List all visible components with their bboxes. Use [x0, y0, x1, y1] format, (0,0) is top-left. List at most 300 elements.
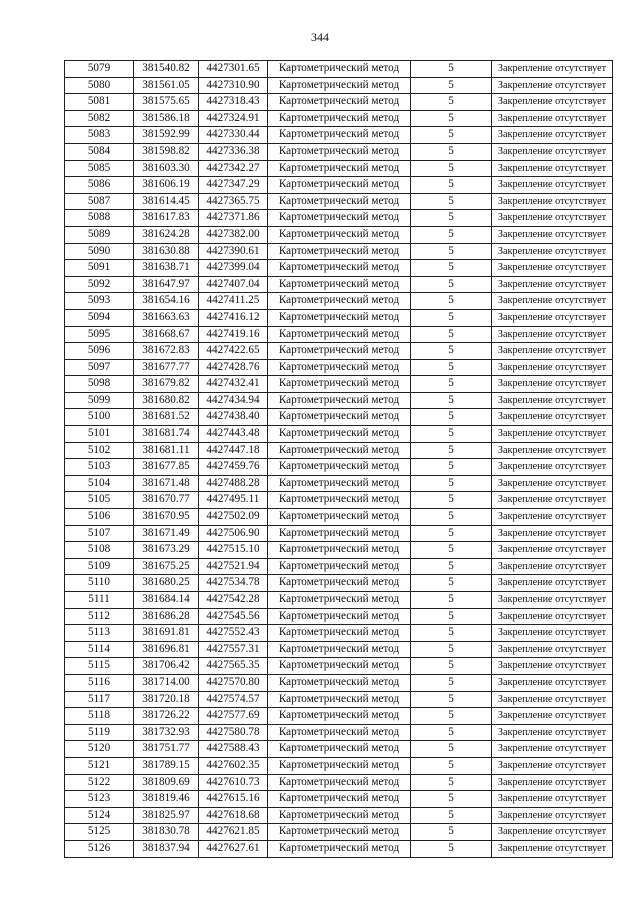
- table-row: [65, 260, 613, 277]
- point-number-cell: 5108: [65, 542, 134, 559]
- y-coordinate-cell: 4427434.94: [199, 392, 268, 409]
- fixing-cell: Закрепление отсутствует: [492, 177, 613, 194]
- x-coordinate-cell: 381789.15: [134, 757, 199, 774]
- table-row: [65, 724, 613, 741]
- table-row: [65, 509, 613, 526]
- method-cell: Картометрический метод: [268, 575, 411, 592]
- y-coordinate-cell: 4427318.43: [199, 94, 268, 111]
- y-coordinate-cell: 4427570.80: [199, 674, 268, 691]
- y-coordinate-cell: 4427588.43: [199, 741, 268, 758]
- x-coordinate-cell: 381825.97: [134, 807, 199, 824]
- point-number-cell: 5092: [65, 276, 134, 293]
- point-number-cell: 5106: [65, 509, 134, 526]
- y-coordinate-cell: 4427502.09: [199, 509, 268, 526]
- fixing-cell: Закрепление отсутствует: [492, 509, 613, 526]
- accuracy-cell: 5: [411, 558, 492, 575]
- method-cell: Картометрический метод: [268, 177, 411, 194]
- table-row: [65, 392, 613, 409]
- method-cell: Картометрический метод: [268, 658, 411, 675]
- point-number-cell: 5099: [65, 392, 134, 409]
- fixing-cell: Закрепление отсутствует: [492, 724, 613, 741]
- point-number-cell: 5115: [65, 658, 134, 675]
- point-number-cell: 5095: [65, 326, 134, 343]
- accuracy-cell: 5: [411, 392, 492, 409]
- x-coordinate-cell: 381680.82: [134, 392, 199, 409]
- fixing-cell: Закрепление отсутствует: [492, 741, 613, 758]
- method-cell: Картометрический метод: [268, 77, 411, 94]
- point-number-cell: 5109: [65, 558, 134, 575]
- y-coordinate-cell: 4427521.94: [199, 558, 268, 575]
- point-number-cell: 5107: [65, 525, 134, 542]
- point-number-cell: 5123: [65, 791, 134, 808]
- x-coordinate-cell: 381675.25: [134, 558, 199, 575]
- point-number-cell: 5098: [65, 376, 134, 393]
- table-row: [65, 708, 613, 725]
- point-number-cell: 5084: [65, 143, 134, 160]
- y-coordinate-cell: 4427336.38: [199, 143, 268, 160]
- point-number-cell: 5081: [65, 94, 134, 111]
- point-number-cell: 5100: [65, 409, 134, 426]
- method-cell: Картометрический метод: [268, 160, 411, 177]
- point-number-cell: 5089: [65, 226, 134, 243]
- fixing-cell: Закрепление отсутствует: [492, 807, 613, 824]
- accuracy-cell: 5: [411, 608, 492, 625]
- point-number-cell: 5118: [65, 708, 134, 725]
- point-number-cell: 5116: [65, 674, 134, 691]
- fixing-cell: Закрепление отсутствует: [492, 110, 613, 127]
- point-number-cell: 5120: [65, 741, 134, 758]
- point-number-cell: 5105: [65, 492, 134, 509]
- x-coordinate-cell: 381677.85: [134, 459, 199, 476]
- table-row: [65, 359, 613, 376]
- accuracy-cell: 5: [411, 326, 492, 343]
- fixing-cell: Закрепление отсутствует: [492, 824, 613, 841]
- y-coordinate-cell: 4427515.10: [199, 542, 268, 559]
- fixing-cell: Закрепление отсутствует: [492, 691, 613, 708]
- point-number-cell: 5085: [65, 160, 134, 177]
- x-coordinate-cell: 381598.82: [134, 143, 199, 160]
- y-coordinate-cell: 4427447.18: [199, 442, 268, 459]
- x-coordinate-cell: 381671.49: [134, 525, 199, 542]
- x-coordinate-cell: 381677.77: [134, 359, 199, 376]
- table-row: [65, 326, 613, 343]
- y-coordinate-cell: 4427301.65: [199, 61, 268, 78]
- method-cell: Картометрический метод: [268, 442, 411, 459]
- table-row: [65, 542, 613, 559]
- fixing-cell: Закрепление отсутствует: [492, 492, 613, 509]
- table-row: [65, 691, 613, 708]
- table-row: [65, 160, 613, 177]
- y-coordinate-cell: 4427621.85: [199, 824, 268, 841]
- method-cell: Картометрический метод: [268, 210, 411, 227]
- point-number-cell: 5086: [65, 177, 134, 194]
- point-number-cell: 5112: [65, 608, 134, 625]
- method-cell: Картометрический метод: [268, 608, 411, 625]
- method-cell: Картометрический метод: [268, 708, 411, 725]
- method-cell: Картометрический метод: [268, 127, 411, 144]
- method-cell: Картометрический метод: [268, 558, 411, 575]
- table-row: [65, 625, 613, 642]
- method-cell: Картометрический метод: [268, 309, 411, 326]
- table-row: [65, 840, 613, 857]
- method-cell: Картометрический метод: [268, 110, 411, 127]
- x-coordinate-cell: 381679.82: [134, 376, 199, 393]
- fixing-cell: Закрепление отсутствует: [492, 459, 613, 476]
- x-coordinate-cell: 381691.81: [134, 625, 199, 642]
- table-row: [65, 442, 613, 459]
- point-number-cell: 5117: [65, 691, 134, 708]
- fixing-cell: Закрепление отсутствует: [492, 376, 613, 393]
- fixing-cell: Закрепление отсутствует: [492, 625, 613, 642]
- x-coordinate-cell: 381663.63: [134, 309, 199, 326]
- accuracy-cell: 5: [411, 459, 492, 476]
- y-coordinate-cell: 4427324.91: [199, 110, 268, 127]
- table-row: [65, 243, 613, 260]
- accuracy-cell: 5: [411, 475, 492, 492]
- accuracy-cell: 5: [411, 409, 492, 426]
- table-row: [65, 757, 613, 774]
- y-coordinate-cell: 4427330.44: [199, 127, 268, 144]
- accuracy-cell: 5: [411, 757, 492, 774]
- table-row: [65, 77, 613, 94]
- method-cell: Картометрический метод: [268, 492, 411, 509]
- fixing-cell: Закрепление отсутствует: [492, 409, 613, 426]
- x-coordinate-cell: 381819.46: [134, 791, 199, 808]
- point-number-cell: 5088: [65, 210, 134, 227]
- method-cell: Картометрический метод: [268, 376, 411, 393]
- accuracy-cell: 5: [411, 177, 492, 194]
- method-cell: Картометрический метод: [268, 326, 411, 343]
- table-row: [65, 426, 613, 443]
- x-coordinate-cell: 381624.28: [134, 226, 199, 243]
- fixing-cell: Закрепление отсутствует: [492, 77, 613, 94]
- table-row: [65, 658, 613, 675]
- fixing-cell: Закрепление отсутствует: [492, 260, 613, 277]
- method-cell: Картометрический метод: [268, 426, 411, 443]
- method-cell: Картометрический метод: [268, 260, 411, 277]
- method-cell: Картометрический метод: [268, 807, 411, 824]
- accuracy-cell: 5: [411, 143, 492, 160]
- y-coordinate-cell: 4427438.40: [199, 409, 268, 426]
- x-coordinate-cell: 381732.93: [134, 724, 199, 741]
- method-cell: Картометрический метод: [268, 359, 411, 376]
- table-row: [65, 807, 613, 824]
- accuracy-cell: 5: [411, 160, 492, 177]
- point-number-cell: 5079: [65, 61, 134, 78]
- fixing-cell: Закрепление отсутствует: [492, 840, 613, 857]
- method-cell: Картометрический метод: [268, 475, 411, 492]
- table-row: [65, 409, 613, 426]
- table-row: [65, 61, 613, 78]
- table-row: [65, 475, 613, 492]
- x-coordinate-cell: 381680.25: [134, 575, 199, 592]
- x-coordinate-cell: 381606.19: [134, 177, 199, 194]
- y-coordinate-cell: 4427428.76: [199, 359, 268, 376]
- y-coordinate-cell: 4427488.28: [199, 475, 268, 492]
- point-number-cell: 5101: [65, 426, 134, 443]
- method-cell: Картометрический метод: [268, 724, 411, 741]
- y-coordinate-cell: 4427627.61: [199, 840, 268, 857]
- method-cell: Картометрический метод: [268, 343, 411, 360]
- page-number: 344: [311, 30, 329, 44]
- accuracy-cell: 5: [411, 724, 492, 741]
- y-coordinate-cell: 4427534.78: [199, 575, 268, 592]
- x-coordinate-cell: 381671.48: [134, 475, 199, 492]
- x-coordinate-cell: 381681.74: [134, 426, 199, 443]
- point-number-cell: 5122: [65, 774, 134, 791]
- point-number-cell: 5093: [65, 293, 134, 310]
- method-cell: Картометрический метод: [268, 193, 411, 210]
- y-coordinate-cell: 4427545.56: [199, 608, 268, 625]
- method-cell: Картометрический метод: [268, 509, 411, 526]
- table-row: [65, 309, 613, 326]
- method-cell: Картометрический метод: [268, 641, 411, 658]
- fixing-cell: Закрепление отсутствует: [492, 442, 613, 459]
- fixing-cell: Закрепление отсутствует: [492, 160, 613, 177]
- table-row: [65, 127, 613, 144]
- fixing-cell: Закрепление отсутствует: [492, 542, 613, 559]
- fixing-cell: Закрепление отсутствует: [492, 708, 613, 725]
- method-cell: Картометрический метод: [268, 525, 411, 542]
- point-number-cell: 5090: [65, 243, 134, 260]
- accuracy-cell: 5: [411, 840, 492, 857]
- method-cell: Картометрический метод: [268, 625, 411, 642]
- accuracy-cell: 5: [411, 592, 492, 609]
- table-row: [65, 343, 613, 360]
- accuracy-cell: 5: [411, 127, 492, 144]
- table-row: [65, 741, 613, 758]
- accuracy-cell: 5: [411, 509, 492, 526]
- point-number-cell: 5119: [65, 724, 134, 741]
- point-number-cell: 5097: [65, 359, 134, 376]
- accuracy-cell: 5: [411, 61, 492, 78]
- y-coordinate-cell: 4427506.90: [199, 525, 268, 542]
- x-coordinate-cell: 381617.83: [134, 210, 199, 227]
- accuracy-cell: 5: [411, 260, 492, 277]
- y-coordinate-cell: 4427382.00: [199, 226, 268, 243]
- accuracy-cell: 5: [411, 110, 492, 127]
- y-coordinate-cell: 4427557.31: [199, 641, 268, 658]
- x-coordinate-cell: 381720.18: [134, 691, 199, 708]
- y-coordinate-cell: 4427459.76: [199, 459, 268, 476]
- table-row: [65, 94, 613, 111]
- y-coordinate-cell: 4427615.16: [199, 791, 268, 808]
- accuracy-cell: 5: [411, 708, 492, 725]
- method-cell: Картометрический метод: [268, 94, 411, 111]
- x-coordinate-cell: 381681.52: [134, 409, 199, 426]
- x-coordinate-cell: 381603.30: [134, 160, 199, 177]
- method-cell: Картометрический метод: [268, 542, 411, 559]
- table-row: [65, 293, 613, 310]
- table-row: [65, 525, 613, 542]
- x-coordinate-cell: 381540.82: [134, 61, 199, 78]
- method-cell: Картометрический метод: [268, 143, 411, 160]
- table-row: [65, 824, 613, 841]
- y-coordinate-cell: 4427310.90: [199, 77, 268, 94]
- fixing-cell: Закрепление отсутствует: [492, 392, 613, 409]
- accuracy-cell: 5: [411, 77, 492, 94]
- fixing-cell: Закрепление отсутствует: [492, 326, 613, 343]
- method-cell: Картометрический метод: [268, 592, 411, 609]
- point-number-cell: 5121: [65, 757, 134, 774]
- method-cell: Картометрический метод: [268, 276, 411, 293]
- accuracy-cell: 5: [411, 824, 492, 841]
- fixing-cell: Закрепление отсутствует: [492, 575, 613, 592]
- accuracy-cell: 5: [411, 774, 492, 791]
- accuracy-cell: 5: [411, 691, 492, 708]
- y-coordinate-cell: 4427495.11: [199, 492, 268, 509]
- y-coordinate-cell: 4427432.41: [199, 376, 268, 393]
- accuracy-cell: 5: [411, 426, 492, 443]
- fixing-cell: Закрепление отсутствует: [492, 143, 613, 160]
- point-number-cell: 5110: [65, 575, 134, 592]
- accuracy-cell: 5: [411, 575, 492, 592]
- point-number-cell: 5113: [65, 625, 134, 642]
- accuracy-cell: 5: [411, 94, 492, 111]
- point-number-cell: 5087: [65, 193, 134, 210]
- y-coordinate-cell: 4427422.65: [199, 343, 268, 360]
- method-cell: Картометрический метод: [268, 757, 411, 774]
- x-coordinate-cell: 381668.67: [134, 326, 199, 343]
- y-coordinate-cell: 4427371.86: [199, 210, 268, 227]
- point-number-cell: 5103: [65, 459, 134, 476]
- accuracy-cell: 5: [411, 791, 492, 808]
- x-coordinate-cell: 381647.97: [134, 276, 199, 293]
- y-coordinate-cell: 4427577.69: [199, 708, 268, 725]
- fixing-cell: Закрепление отсутствует: [492, 359, 613, 376]
- accuracy-cell: 5: [411, 807, 492, 824]
- point-number-cell: 5096: [65, 343, 134, 360]
- x-coordinate-cell: 381670.95: [134, 509, 199, 526]
- x-coordinate-cell: 381592.99: [134, 127, 199, 144]
- coordinates-table-body: [65, 61, 613, 858]
- table-row: [65, 674, 613, 691]
- method-cell: Картометрический метод: [268, 674, 411, 691]
- method-cell: Картометрический метод: [268, 791, 411, 808]
- fixing-cell: Закрепление отсутствует: [492, 658, 613, 675]
- x-coordinate-cell: 381726.22: [134, 708, 199, 725]
- x-coordinate-cell: 381638.71: [134, 260, 199, 277]
- coordinates-table: [64, 60, 613, 858]
- x-coordinate-cell: 381586.18: [134, 110, 199, 127]
- y-coordinate-cell: 4427602.35: [199, 757, 268, 774]
- y-coordinate-cell: 4427443.48: [199, 426, 268, 443]
- accuracy-cell: 5: [411, 193, 492, 210]
- fixing-cell: Закрепление отсутствует: [492, 226, 613, 243]
- method-cell: Картометрический метод: [268, 824, 411, 841]
- method-cell: Картометрический метод: [268, 293, 411, 310]
- fixing-cell: Закрепление отсутствует: [492, 61, 613, 78]
- x-coordinate-cell: 381684.14: [134, 592, 199, 609]
- accuracy-cell: 5: [411, 210, 492, 227]
- accuracy-cell: 5: [411, 359, 492, 376]
- table-row: [65, 226, 613, 243]
- y-coordinate-cell: 4427416.12: [199, 309, 268, 326]
- point-number-cell: 5124: [65, 807, 134, 824]
- point-number-cell: 5080: [65, 77, 134, 94]
- y-coordinate-cell: 4427347.29: [199, 177, 268, 194]
- x-coordinate-cell: 381751.77: [134, 741, 199, 758]
- fixing-cell: Закрепление отсутствует: [492, 608, 613, 625]
- y-coordinate-cell: 4427580.78: [199, 724, 268, 741]
- method-cell: Картометрический метод: [268, 691, 411, 708]
- table-row: [65, 459, 613, 476]
- accuracy-cell: 5: [411, 625, 492, 642]
- fixing-cell: Закрепление отсутствует: [492, 674, 613, 691]
- table-row: [65, 492, 613, 509]
- x-coordinate-cell: 381696.81: [134, 641, 199, 658]
- fixing-cell: Закрепление отсутствует: [492, 641, 613, 658]
- accuracy-cell: 5: [411, 293, 492, 310]
- y-coordinate-cell: 4427542.28: [199, 592, 268, 609]
- point-number-cell: 5104: [65, 475, 134, 492]
- point-number-cell: 5111: [65, 592, 134, 609]
- point-number-cell: 5126: [65, 840, 134, 857]
- accuracy-cell: 5: [411, 492, 492, 509]
- x-coordinate-cell: 381670.77: [134, 492, 199, 509]
- fixing-cell: Закрепление отсутствует: [492, 293, 613, 310]
- y-coordinate-cell: 4427390.61: [199, 243, 268, 260]
- accuracy-cell: 5: [411, 542, 492, 559]
- accuracy-cell: 5: [411, 525, 492, 542]
- y-coordinate-cell: 4427610.73: [199, 774, 268, 791]
- accuracy-cell: 5: [411, 376, 492, 393]
- y-coordinate-cell: 4427342.27: [199, 160, 268, 177]
- y-coordinate-cell: 4427565.35: [199, 658, 268, 675]
- table-row: [65, 276, 613, 293]
- x-coordinate-cell: 381830.78: [134, 824, 199, 841]
- x-coordinate-cell: 381809.69: [134, 774, 199, 791]
- method-cell: Картометрический метод: [268, 61, 411, 78]
- y-coordinate-cell: 4427419.16: [199, 326, 268, 343]
- method-cell: Картометрический метод: [268, 840, 411, 857]
- fixing-cell: Закрепление отсутствует: [492, 426, 613, 443]
- point-number-cell: 5094: [65, 309, 134, 326]
- x-coordinate-cell: 381837.94: [134, 840, 199, 857]
- point-number-cell: 5102: [65, 442, 134, 459]
- fixing-cell: Закрепление отсутствует: [492, 210, 613, 227]
- table-row: [65, 608, 613, 625]
- x-coordinate-cell: 381672.83: [134, 343, 199, 360]
- x-coordinate-cell: 381630.88: [134, 243, 199, 260]
- fixing-cell: Закрепление отсутствует: [492, 774, 613, 791]
- x-coordinate-cell: 381681.11: [134, 442, 199, 459]
- table-row: [65, 193, 613, 210]
- x-coordinate-cell: 381654.16: [134, 293, 199, 310]
- fixing-cell: Закрепление отсутствует: [492, 127, 613, 144]
- accuracy-cell: 5: [411, 741, 492, 758]
- fixing-cell: Закрепление отсутствует: [492, 243, 613, 260]
- fixing-cell: Закрепление отсутствует: [492, 193, 613, 210]
- point-number-cell: 5082: [65, 110, 134, 127]
- accuracy-cell: 5: [411, 226, 492, 243]
- fixing-cell: Закрепление отсутствует: [492, 525, 613, 542]
- y-coordinate-cell: 4427411.25: [199, 293, 268, 310]
- y-coordinate-cell: 4427574.57: [199, 691, 268, 708]
- point-number-cell: 5083: [65, 127, 134, 144]
- y-coordinate-cell: 4427618.68: [199, 807, 268, 824]
- accuracy-cell: 5: [411, 243, 492, 260]
- table-row: [65, 376, 613, 393]
- y-coordinate-cell: 4427552.43: [199, 625, 268, 642]
- x-coordinate-cell: 381575.65: [134, 94, 199, 111]
- x-coordinate-cell: 381561.05: [134, 77, 199, 94]
- x-coordinate-cell: 381686.28: [134, 608, 199, 625]
- method-cell: Картометрический метод: [268, 459, 411, 476]
- fixing-cell: Закрепление отсутствует: [492, 475, 613, 492]
- y-coordinate-cell: 4427407.04: [199, 276, 268, 293]
- fixing-cell: Закрепление отсутствует: [492, 791, 613, 808]
